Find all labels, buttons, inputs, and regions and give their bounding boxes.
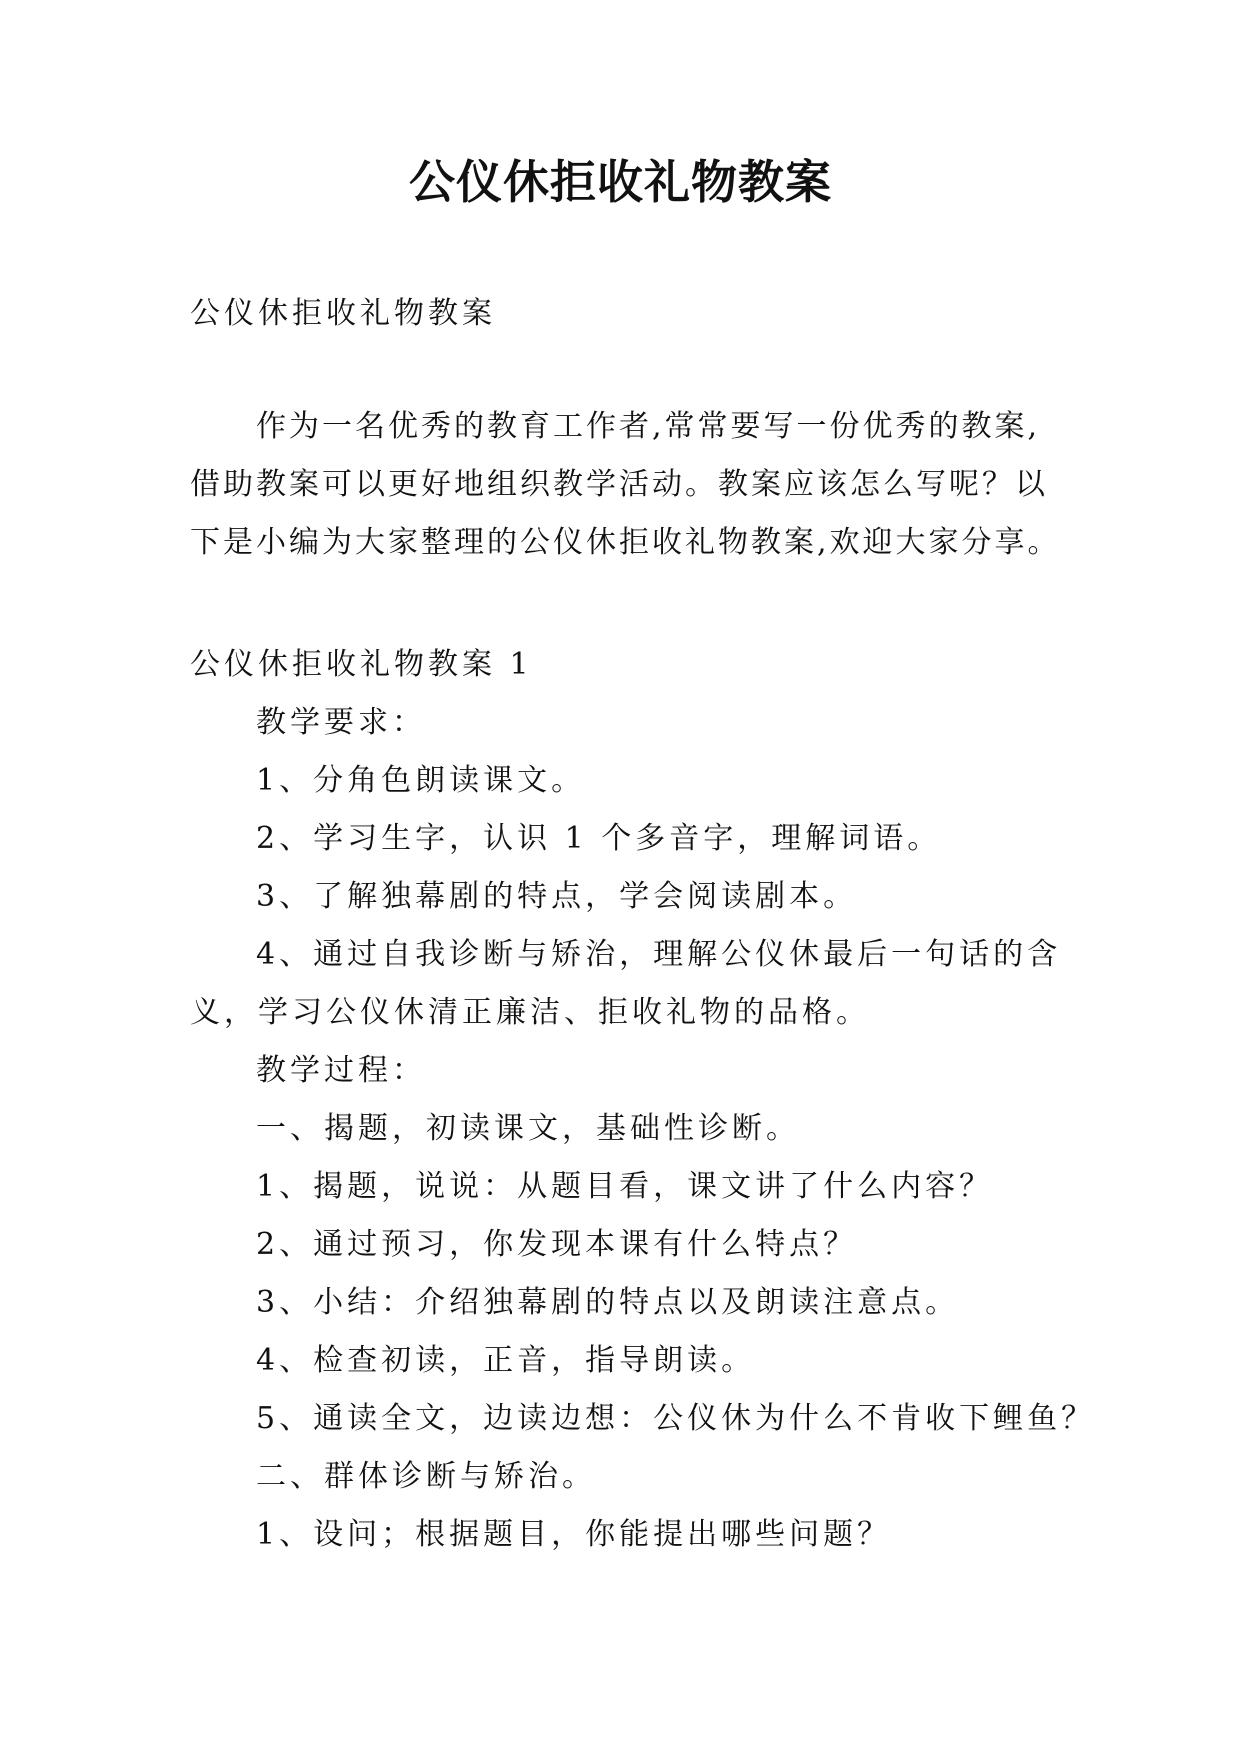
requirements-heading: 教学要求： [256,705,426,740]
requirement-item-continued: 义，学习公仪休清正廉洁、拒收礼物的品格。 [190,995,870,1030]
process-substep: 1、设问；根据题目，你能提出哪些问题？ [256,1517,892,1552]
process-substep: 3、小结：介绍独幕剧的特点以及朗读注意点。 [256,1285,960,1320]
process-substep: 5、通读全文，边读边想：公仪休为什么不肯收下鲤鱼？ [256,1401,1096,1436]
process-step: 一、揭题，初读课文，基础性诊断。 [256,1111,800,1146]
section-heading: 公仪休拒收礼物教案 1 [190,647,533,682]
process-heading: 教学过程： [256,1053,426,1088]
document-subtitle: 公仪休拒收礼物教案 [190,296,496,331]
intro-line-2: 借助教案可以更好地组织教学活动。教案应该怎么写呢？以 [190,467,1048,502]
process-substep: 2、通过预习，你发现本课有什么特点？ [256,1227,858,1262]
requirement-item: 3、了解独幕剧的特点，学会阅读剧本。 [256,879,858,914]
requirement-item: 2、学习生字，认识 1 个多音字，理解词语。 [256,821,942,856]
requirement-item: 4、通过自我诊断与矫治，理解公仪休最后一句话的含 [256,937,1062,972]
page-title: 公仪休拒收礼物教案 [409,155,832,209]
intro-line-3: 下是小编为大家整理的公仪休拒收礼物教案,欢迎大家分享。 [190,525,1061,560]
process-substep: 1、揭题，说说：从题目看，课文讲了什么内容？ [256,1169,994,1204]
process-step: 二、群体诊断与矫治。 [256,1459,596,1494]
process-substep: 4、检查初读，正音，指导朗读。 [256,1343,756,1378]
requirement-item: 1、分角色朗读课文。 [256,763,586,798]
intro-line-1: 作为一名优秀的教育工作者,常常要写一份优秀的教案, [256,409,1041,444]
